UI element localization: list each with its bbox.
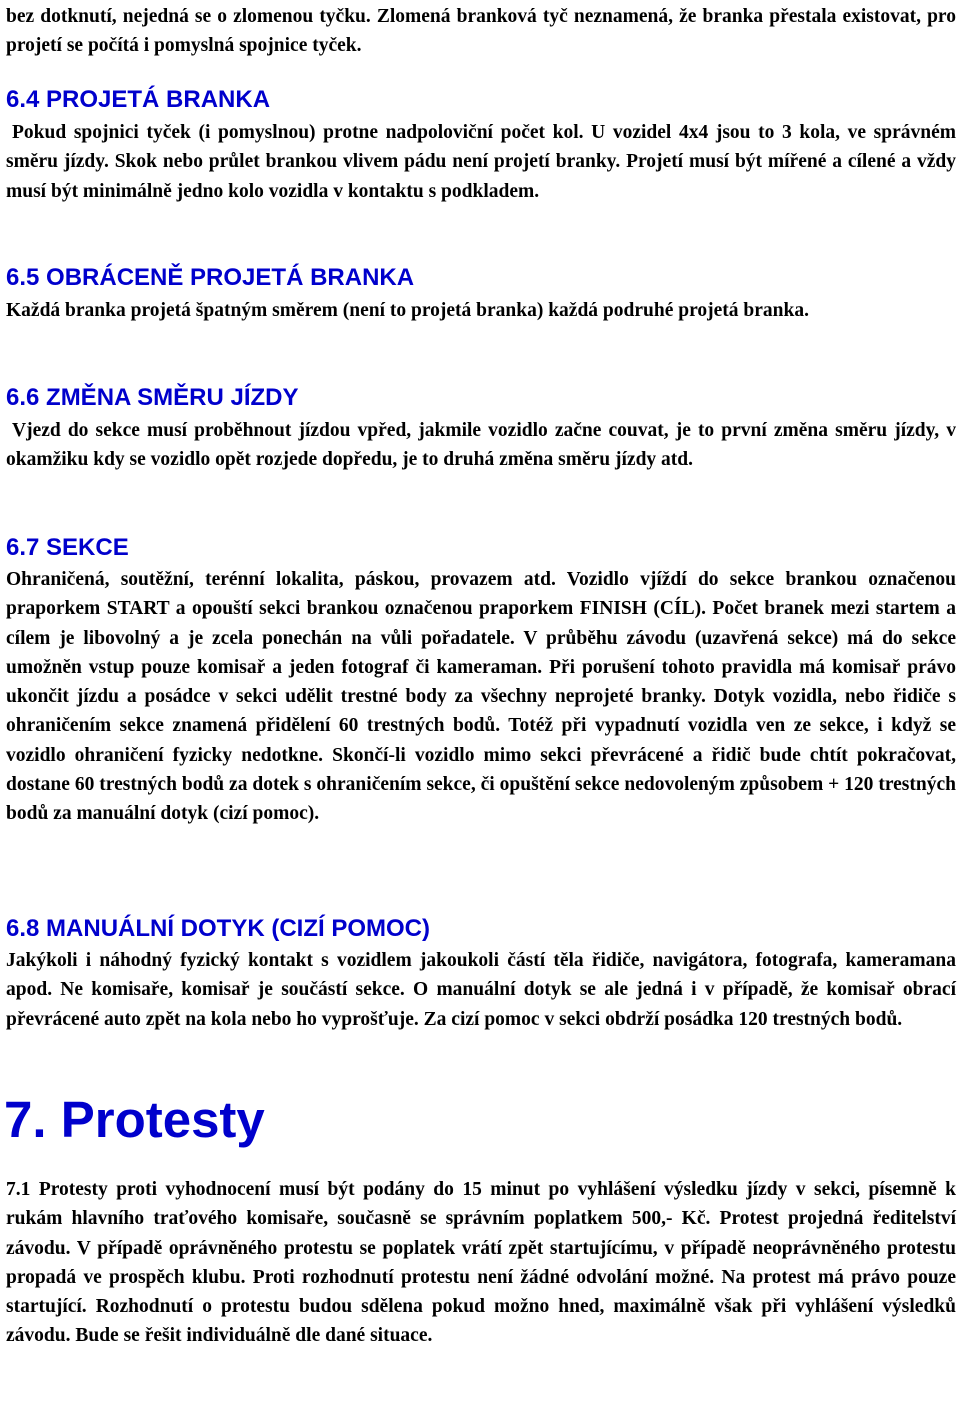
paragraph-6-7: Ohraničená, soutěžní, terénní lokalita, páskou, provazem atd. Vozidlo vjíždí do sekce brankou označenou praporkem START a opouští sekci brankou označenou praporkem FINISH (CÍL). Počet branek mezi startem a cílem je libovolný a je zcela ponechán na vůli pořadatele. V průběhu závodu (uzavřená sekce) má do sekce umožněn vstup pouze komisař a jeden fotograf či kameraman. Při porušení tohoto pravidla má komisař právo ukončit jízdu a posádce v sekci udělit trestné body za všechny neprojeté branky. Dotyk vozidla, nebo řidiče s ohraničením sekce znamená přidělení 60 trestných bodů. Totéž při vypadnutí vozidla ven ze sekce, i když se vozidlo ohraničení fyzicky nedotkne. Skončí-li vozidlo mimo sekci převrácené a řidič bude chtít pokračovat, dostane 60 trestných bodů za dotek s ohraničením sekce, či opuštění sekce nedovoleným způsobem + 120 trestných bodů za manuální dotyk (cizí pomoc). [6,569,956,825]
paragraph-6-8: Jakýkoli i náhodný fyzický kontakt s vozidlem jakoukoli částí těla řidiče, navigátora, fotografa, kameramana apod. Ne komisaře, komisař je součástí sekce. O manuální dotyk se ale jedná i v případě, že komisař obrací převrácené auto zpět na kola nebo ho vyprošťuje. Za cizí pomoc v sekci obdrží posádka 120 trestných bodů. [6,950,956,1030]
heading-6-7: 6.7 SEKCE [6,534,129,561]
paragraph-6-5: Každá branka projetá špatným směrem (není to projetá branka) každá podruhé projetá branka. [6,300,809,321]
paragraph-intro: bez dotknutí, nejedná se o zlomenou tyčku. Zlomená branková tyč neznamená, že branka přestala existovat, pro projetí se počítá i pomyslná spojnice tyček. [6,6,956,57]
heading-6-6: 6.6 ZMĚNA SMĚRU JÍZDY [6,384,299,411]
chapter-title-protesty: 7. Protesty [4,1091,265,1148]
heading-6-4: 6.4 PROJETÁ BRANKA [6,86,271,113]
paragraph-7-1: 7.1 Protesty proti vyhodnocení musí být podány do 15 minut po vyhlášení výsledku jízdy v sekci, písemně k rukám hlavního traťového komisaře, současně se správním poplatkem 500,- Kč. Protest projedná ředitelství závodu. V případě oprávněného protestu se poplatek vrátí zpět startujícímu, v případě neoprávněného protestu propadá ve prospěch klubu. Proti rozhodnutí protestu není žádné odvolání možné. Na protest má právo pouze startující. Rozhodnutí o protestu budou sdělena pokud možno hned, maximálně však při vyhlášení výsledků závodu. Bude se řešit individuálně dle dané situace. [6,1179,956,1347]
heading-6-5: 6.5 OBRÁCENĚ PROJETÁ BRANKA [6,264,415,291]
paragraph-6-6: Vjezd do sekce musí proběhnout jízdou vpřed, jakmile vozidlo začne couvat, je to první změna směru jízdy, v okamžiku kdy se vozidlo opět rozjede dopředu, je to druhá změna směru jízdy atd. [6,420,956,471]
paragraph-6-4: Pokud spojnici tyček (i pomyslnou) protne nadpoloviční počet kol. U vozidel 4x4 jsou to 3 kola, ve správném směru jízdy. Skok nebo průlet brankou vlivem pádu není projetí branky. Projetí musí být mířené a cílené a vždy musí být minimálně jedno kolo vozidla v kontaktu s podkladem. [6,122,956,202]
heading-6-8: 6.8 MANUÁLNÍ DOTYK (CIZÍ POMOC) [6,915,430,942]
